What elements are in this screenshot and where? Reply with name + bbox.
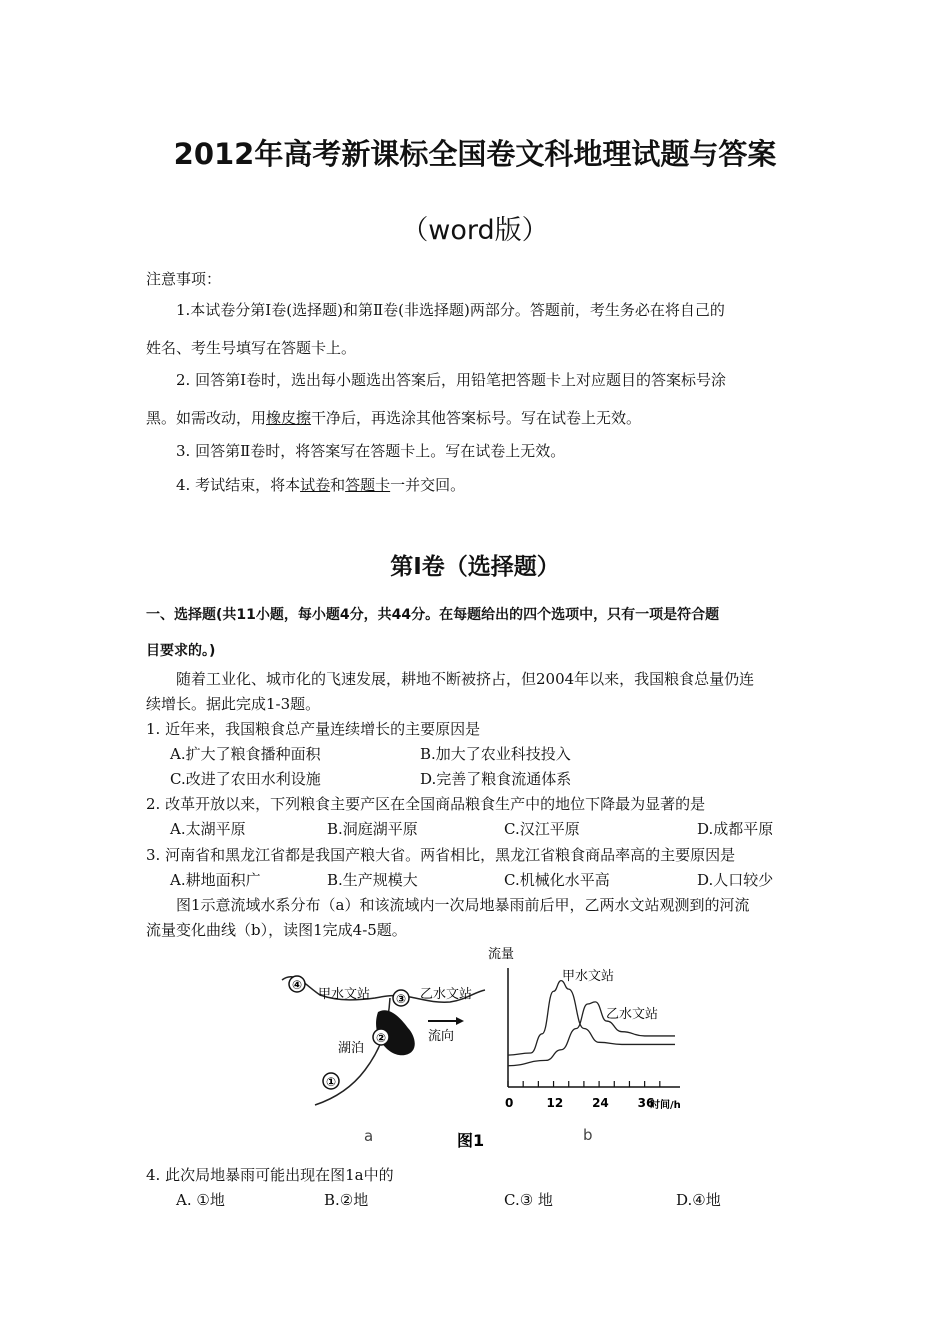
question-3-option-b: B.生产规模大 — [327, 871, 418, 889]
section-description-line-1: 一、选择题(共11小题，每小题4分，共44分。在每题给出的四个选项中，只有一项是符合题 — [146, 607, 720, 623]
lake-label: 湖泊 — [338, 1041, 365, 1056]
question-1-option-d: D.完善了粮食流通体系 — [420, 770, 572, 788]
question-2-option-b: B.洞庭湖平原 — [327, 820, 418, 838]
question-2-option-a: A.太湖平原 — [170, 820, 246, 838]
notes-item-1-line-1: 1.本试卷分第Ⅰ卷(选择题)和第Ⅱ卷(非选择题)两部分。答题前，考生务必在将自己的 — [176, 301, 725, 319]
notes-item-3: 3. 回答第Ⅱ卷时，将答案写在答题卡上。写在试卷上无效。 — [176, 442, 566, 460]
x-tick-label: 0 — [505, 1096, 514, 1110]
notes-item-4: 4. 考试结束，将本试卷和答题卡一并交回。 — [176, 476, 466, 494]
marker-1: ① — [326, 1075, 337, 1089]
x-tick-label: 12 — [546, 1096, 564, 1110]
question-4-option-a: A. ①地 — [176, 1191, 225, 1209]
question-4-stem: 4. 此次局地暴雨可能出现在图1a中的 — [146, 1166, 394, 1184]
caption-b: b — [583, 1126, 593, 1144]
river-map — [282, 976, 485, 1105]
question-1-option-a: A.扩大了粮食播种面积 — [170, 745, 321, 763]
caption-main: 图1 — [457, 1131, 485, 1150]
series-label-yi: 乙水文站 — [606, 1007, 659, 1022]
page-subtitle: （word版） — [401, 215, 549, 246]
question-2-stem: 2. 改革开放以来，下列粮食主要产区在全国商品粮食生产中的地位下降最为显著的是 — [146, 795, 706, 813]
section-title: 第Ⅰ卷（选择题） — [390, 554, 560, 580]
notes-heading: 注意事项： — [146, 270, 222, 288]
notes-item-1-line-2: 姓名、考生号填写在答题卡上。 — [146, 339, 357, 357]
flow-label: 流向 — [428, 1029, 455, 1044]
notes-item-2-line-2: 黑。如需改动，用橡皮擦干净后，再选涂其他答案标号。写在试卷上无效。 — [146, 409, 642, 427]
question-4-option-b: B.②地 — [324, 1191, 369, 1209]
notes-item-2-line-1: 2. 回答第Ⅰ卷时，选出每小题选出答案后，用铅笔把答题卡上对应题目的答案标号涂 — [176, 371, 727, 389]
series-lines — [508, 981, 675, 1066]
station-b-label: 乙水文站 — [420, 987, 473, 1002]
chart-x-label: 时间/h — [650, 1100, 681, 1111]
marker-3: ③ — [396, 992, 407, 1006]
question-4-option-d: D.④地 — [676, 1191, 721, 1209]
question-2-option-c: C.汉江平原 — [504, 820, 580, 838]
question-1-option-c: C.改进了农田水利设施 — [170, 770, 321, 788]
x-tick-label: 36 — [637, 1096, 655, 1110]
passage-1-line-2: 续增长。据此完成1-3题。 — [146, 695, 321, 713]
passage-2-line-2: 流量变化曲线（b），读图1完成4-5题。 — [146, 921, 407, 939]
discharge-chart — [488, 946, 681, 1111]
figure-1 — [270, 940, 690, 1155]
question-3-stem: 3. 河南省和黑龙江省都是我国产粮大省。两省相比，黑龙江省粮食商品率高的主要原因是 — [146, 846, 736, 864]
question-2-option-d: D.成都平原 — [697, 820, 774, 838]
question-1-option-b: B.加大了农业科技投入 — [420, 745, 571, 763]
question-3-option-d: D.人口较少 — [697, 871, 774, 889]
question-1-stem: 1. 近年来，我国粮食总产量连续增长的主要原因是 — [146, 720, 481, 738]
question-3-option-c: C.机械化水平高 — [504, 871, 610, 889]
passage-2-line-1: 图1示意流域水系分布（a）和该流域内一次局地暴雨前后甲，乙两水文站观测到的河流 — [176, 896, 750, 914]
caption-a: a — [364, 1127, 374, 1145]
question-4-option-c: C.③ 地 — [504, 1191, 553, 1209]
x-tick-labels — [505, 1096, 654, 1110]
marker-2: ② — [376, 1031, 387, 1045]
station-a-label: 甲水文站 — [318, 987, 371, 1002]
x-ticks — [508, 1081, 660, 1087]
section-description-line-2: 目要求的。) — [146, 643, 216, 659]
page-title: 2012年高考新课标全国卷文科地理试题与答案 — [173, 137, 777, 171]
series-label-jia: 甲水文站 — [562, 969, 615, 984]
flow-arrow-head — [456, 1017, 464, 1025]
marker-4: ④ — [292, 978, 303, 992]
question-3-option-a: A.耕地面积广 — [170, 871, 261, 889]
passage-1-line-1: 随着工业化、城市化的飞速发展，耕地不断被挤占，但2004年以来，我国粮食总量仍连 — [176, 670, 755, 688]
x-tick-label: 24 — [592, 1096, 609, 1110]
chart-y-label: 流量 — [488, 947, 515, 962]
